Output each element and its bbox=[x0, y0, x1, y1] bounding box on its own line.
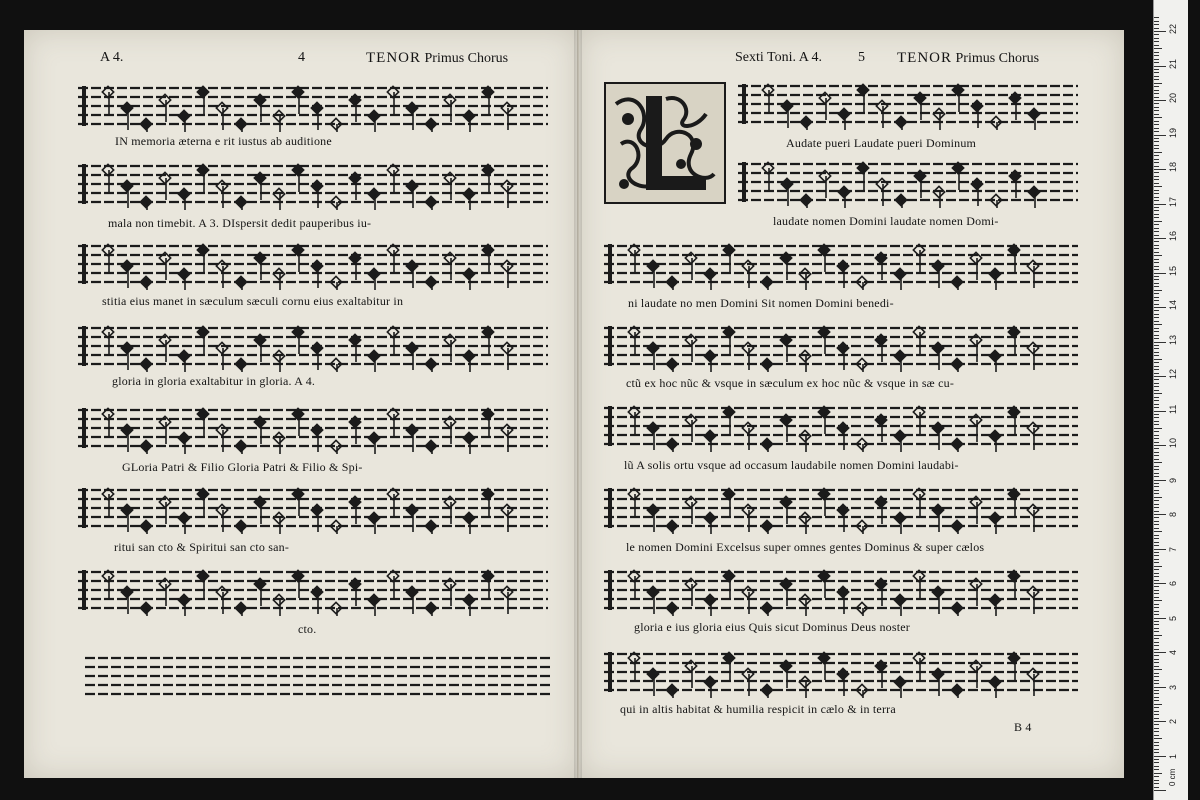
ruler-tick bbox=[1154, 697, 1159, 698]
ruler-tick bbox=[1154, 480, 1166, 481]
ruler-number: 12 bbox=[1168, 368, 1178, 379]
ruler-tick bbox=[1154, 724, 1159, 725]
ruler-tick bbox=[1154, 345, 1159, 346]
ruler-tick bbox=[1154, 780, 1159, 781]
ruler-tick bbox=[1154, 152, 1162, 153]
ruler-tick bbox=[1154, 476, 1159, 477]
ruler-tick bbox=[1154, 386, 1159, 387]
ruler-tick bbox=[1154, 745, 1159, 746]
ruler-tick bbox=[1154, 307, 1166, 308]
ruler-tick bbox=[1154, 742, 1159, 743]
ruler-tick bbox=[1154, 535, 1159, 536]
decorated-initial-l bbox=[604, 82, 726, 204]
ruler-tick bbox=[1154, 179, 1159, 180]
signature-mark: B 4 bbox=[1014, 720, 1032, 734]
ruler-tick bbox=[1154, 141, 1159, 142]
ruler-tick bbox=[1154, 721, 1166, 722]
ruler-tick bbox=[1154, 538, 1159, 539]
ruler-tick bbox=[1154, 128, 1159, 129]
ruler-tick bbox=[1154, 34, 1159, 35]
ruler-tick bbox=[1154, 452, 1159, 453]
ruler-number: 7 bbox=[1168, 546, 1178, 552]
ruler-tick bbox=[1154, 566, 1162, 567]
ruler-number: 11 bbox=[1168, 404, 1178, 414]
ruler-tick bbox=[1154, 424, 1159, 425]
ruler-number: 14 bbox=[1168, 299, 1178, 310]
ruler-tick bbox=[1154, 55, 1159, 56]
ruler-tick bbox=[1154, 276, 1159, 277]
ruler-tick bbox=[1154, 304, 1159, 305]
ruler-tick bbox=[1154, 511, 1159, 512]
ruler-tick bbox=[1154, 252, 1159, 253]
ruler-tick bbox=[1154, 117, 1162, 118]
ruler-tick bbox=[1154, 649, 1159, 650]
ruler-tick bbox=[1154, 186, 1162, 187]
ruler-tick bbox=[1154, 749, 1159, 750]
right-lyric-line: laudate nomen Domini laudate nomen Domi- bbox=[773, 214, 999, 228]
ruler-tick bbox=[1154, 662, 1159, 663]
ruler-tick bbox=[1154, 400, 1159, 401]
ruler-tick bbox=[1154, 100, 1166, 101]
music-staff bbox=[604, 484, 1078, 534]
ruler-tick bbox=[1154, 366, 1159, 367]
ruler-tick bbox=[1154, 131, 1159, 132]
ruler-tick bbox=[1154, 217, 1159, 218]
ruler-tick bbox=[1154, 421, 1159, 422]
ruler-tick bbox=[1154, 52, 1159, 53]
ruler-tick bbox=[1154, 766, 1159, 767]
ruler-tick bbox=[1154, 24, 1159, 25]
ruler-tick bbox=[1154, 135, 1166, 136]
ruler-tick bbox=[1154, 738, 1162, 739]
ruler-tick bbox=[1154, 176, 1159, 177]
ruler-tick bbox=[1154, 59, 1159, 60]
ruler-tick bbox=[1154, 576, 1159, 577]
ruler-tick bbox=[1154, 124, 1159, 125]
ruler-tick bbox=[1154, 266, 1159, 267]
ruler-tick bbox=[1154, 618, 1166, 619]
ruler-tick bbox=[1154, 83, 1162, 84]
foliage-ornament-icon bbox=[606, 84, 724, 202]
ruler-tick bbox=[1154, 528, 1159, 529]
ruler-tick bbox=[1154, 193, 1159, 194]
ruler-tick bbox=[1154, 448, 1159, 449]
ruler-tick bbox=[1154, 728, 1159, 729]
ruler-number: 10 bbox=[1168, 437, 1178, 448]
ruler-tick bbox=[1154, 783, 1159, 784]
ruler-tick bbox=[1154, 773, 1162, 774]
ruler-tick bbox=[1154, 700, 1159, 701]
left-header-mark: A 4. bbox=[100, 50, 124, 65]
ruler-tick bbox=[1154, 331, 1159, 332]
ruler-tick bbox=[1154, 286, 1159, 287]
ruler-number: 21 bbox=[1168, 58, 1178, 69]
ruler-tick bbox=[1154, 549, 1166, 550]
ruler-tick bbox=[1154, 107, 1159, 108]
ruler-tick bbox=[1154, 38, 1159, 39]
ruler-tick bbox=[1154, 45, 1159, 46]
music-staff bbox=[78, 160, 548, 210]
ruler-tick bbox=[1154, 714, 1159, 715]
ruler-tick bbox=[1154, 197, 1159, 198]
ruler-tick bbox=[1154, 338, 1159, 339]
music-staff bbox=[604, 322, 1078, 372]
ruler-tick bbox=[1154, 669, 1162, 670]
ruler-tick bbox=[1154, 48, 1162, 49]
ruler-tick bbox=[1154, 756, 1166, 757]
left-lyric-line: GLoria Patri & Filio Gloria Patri & Filio & Spi- bbox=[122, 460, 363, 474]
ruler-tick bbox=[1154, 121, 1159, 122]
ruler-tick bbox=[1154, 542, 1159, 543]
ruler-tick bbox=[1154, 445, 1166, 446]
ruler-tick bbox=[1154, 328, 1159, 329]
ruler-number: 15 bbox=[1168, 265, 1178, 276]
left-lyric-line: mala non timebit. A 3. DIspersit dedit pauperibus iu- bbox=[108, 216, 372, 230]
left-lyric-line: stitia eius manet in sæculum sæculi cornu eius exaltabitur in bbox=[102, 294, 404, 308]
music-staff bbox=[78, 240, 548, 290]
ruler-tick bbox=[1154, 162, 1159, 163]
ruler-tick bbox=[1154, 562, 1159, 563]
ruler-unit-label: 0 cm bbox=[1168, 768, 1177, 786]
ruler-tick bbox=[1154, 711, 1159, 712]
music-staff bbox=[738, 158, 1078, 208]
ruler-tick bbox=[1154, 483, 1159, 484]
ruler-tick bbox=[1154, 224, 1159, 225]
ruler-tick bbox=[1154, 683, 1159, 684]
ruler-tick bbox=[1154, 190, 1159, 191]
ruler-tick bbox=[1154, 524, 1159, 525]
ruler-tick bbox=[1154, 183, 1159, 184]
ruler-tick bbox=[1154, 690, 1159, 691]
music-staff bbox=[604, 566, 1078, 616]
ruler-tick bbox=[1154, 262, 1159, 263]
ruler-number: 9 bbox=[1168, 477, 1178, 483]
ruler-tick bbox=[1154, 673, 1159, 674]
ruler-tick bbox=[1154, 21, 1159, 22]
right-lyric-line: lũ A solis ortu vsque ad occasum laudabile nomen Domini laudabi- bbox=[624, 458, 959, 472]
ruler-tick bbox=[1154, 438, 1159, 439]
ruler-number: 8 bbox=[1168, 511, 1178, 517]
right-lyric-line: le nomen Domini Excelsus super omnes gentes Dominus & super cælos bbox=[626, 540, 985, 554]
ruler-tick bbox=[1154, 776, 1159, 777]
ruler-tick bbox=[1154, 72, 1159, 73]
ruler-tick bbox=[1154, 352, 1159, 353]
ruler-tick bbox=[1154, 638, 1159, 639]
ruler-tick bbox=[1154, 348, 1159, 349]
ruler-tick bbox=[1154, 379, 1159, 380]
right-lyric-line: Audate pueri Laudate pueri Dominum bbox=[786, 136, 977, 150]
left-lyric-line: cto. bbox=[298, 622, 317, 636]
ruler-tick bbox=[1154, 210, 1159, 211]
ruler-tick bbox=[1154, 214, 1159, 215]
ruler-tick bbox=[1154, 583, 1166, 584]
ruler-tick bbox=[1154, 431, 1159, 432]
ruler-tick bbox=[1154, 269, 1159, 270]
right-header-sub: Primus Chorus bbox=[955, 51, 1040, 66]
ruler-tick bbox=[1154, 86, 1159, 87]
ruler-tick bbox=[1154, 28, 1159, 29]
ruler-tick bbox=[1154, 590, 1159, 591]
ruler-tick bbox=[1154, 321, 1159, 322]
ruler-tick bbox=[1154, 631, 1159, 632]
ruler-tick bbox=[1154, 166, 1159, 167]
music-staff bbox=[738, 80, 1078, 130]
ruler-tick bbox=[1154, 259, 1159, 260]
music-staff bbox=[604, 240, 1078, 290]
ruler-tick bbox=[1154, 200, 1159, 201]
ruler-tick bbox=[1154, 310, 1159, 311]
ruler-tick bbox=[1154, 573, 1159, 574]
ruler-tick bbox=[1154, 731, 1159, 732]
ruler-tick bbox=[1154, 490, 1159, 491]
ruler-tick bbox=[1154, 569, 1159, 570]
ruler-tick bbox=[1154, 110, 1159, 111]
ruler-tick bbox=[1154, 297, 1159, 298]
ruler-tick bbox=[1154, 442, 1159, 443]
ruler-tick bbox=[1154, 707, 1159, 708]
ruler-tick bbox=[1154, 221, 1162, 222]
ruler-tick bbox=[1154, 359, 1162, 360]
ruler-tick bbox=[1154, 355, 1159, 356]
ruler-tick bbox=[1154, 652, 1166, 653]
ruler-tick bbox=[1154, 90, 1159, 91]
left-lyric-line: gloria in gloria exaltabitur in gloria. A 4. bbox=[112, 374, 316, 388]
ruler-tick bbox=[1154, 614, 1159, 615]
ruler-tick bbox=[1154, 324, 1162, 325]
ruler-tick bbox=[1154, 207, 1159, 208]
ruler-tick bbox=[1154, 659, 1159, 660]
ruler-tick bbox=[1154, 138, 1159, 139]
ruler-tick bbox=[1154, 235, 1159, 236]
music-staff bbox=[78, 404, 548, 454]
ruler-tick bbox=[1154, 624, 1159, 625]
ruler-tick bbox=[1154, 342, 1166, 343]
left-lyric-line: IN memoria æterna e rit iustus ab auditione bbox=[115, 134, 332, 148]
ruler-tick bbox=[1154, 155, 1159, 156]
ruler-tick bbox=[1154, 586, 1159, 587]
ruler-tick bbox=[1154, 687, 1166, 688]
ruler-tick bbox=[1154, 787, 1159, 788]
ruler-tick bbox=[1154, 559, 1159, 560]
ruler-tick bbox=[1154, 373, 1159, 374]
ruler-tick bbox=[1154, 76, 1159, 77]
ruler-tick bbox=[1154, 290, 1162, 291]
ruler-tick bbox=[1154, 507, 1159, 508]
ruler-tick bbox=[1154, 414, 1159, 415]
ruler-tick bbox=[1154, 362, 1159, 363]
ruler-number: 19 bbox=[1168, 127, 1178, 138]
ruler-tick bbox=[1154, 466, 1159, 467]
ruler-tick bbox=[1154, 580, 1159, 581]
ruler-tick bbox=[1154, 148, 1159, 149]
ruler-tick bbox=[1154, 611, 1159, 612]
ruler-tick bbox=[1154, 655, 1159, 656]
music-staff bbox=[604, 648, 1078, 698]
ruler-tick bbox=[1154, 473, 1159, 474]
music-staff bbox=[604, 402, 1078, 452]
ruler-number: 22 bbox=[1168, 23, 1178, 34]
ruler-tick bbox=[1154, 500, 1159, 501]
ruler-tick bbox=[1154, 790, 1166, 791]
ruler-tick bbox=[1154, 735, 1159, 736]
left-lyric-line: ritui san cto & Spiritui san cto san- bbox=[114, 540, 290, 554]
ruler-number: 16 bbox=[1168, 230, 1178, 241]
ruler-tick bbox=[1154, 531, 1162, 532]
ruler-tick bbox=[1154, 248, 1159, 249]
right-page-number: 5 bbox=[858, 50, 865, 65]
ruler-tick bbox=[1154, 300, 1159, 301]
ruler-number: 20 bbox=[1168, 92, 1178, 103]
ruler-tick bbox=[1154, 680, 1159, 681]
right-header-mark: Sexti Toni. A 4. bbox=[735, 50, 823, 65]
ruler-tick bbox=[1154, 459, 1159, 460]
right-lyric-line: gloria e ius gloria eius Quis sicut Dominus Deus noster bbox=[634, 620, 910, 634]
music-staff bbox=[85, 652, 550, 702]
ruler-tick bbox=[1154, 407, 1159, 408]
ruler-tick bbox=[1154, 393, 1162, 394]
ruler-tick bbox=[1154, 404, 1159, 405]
ruler-tick bbox=[1154, 228, 1159, 229]
music-staff bbox=[78, 322, 548, 372]
ruler-tick bbox=[1154, 628, 1159, 629]
ruler-tick bbox=[1154, 317, 1159, 318]
ruler-tick bbox=[1154, 103, 1159, 104]
right-header bbox=[897, 50, 1039, 67]
ruler-number: 18 bbox=[1168, 161, 1178, 172]
ruler-tick bbox=[1154, 435, 1159, 436]
ruler-number: 1 bbox=[1168, 753, 1178, 759]
right-header-title: TENOR bbox=[897, 50, 952, 66]
ruler-tick bbox=[1154, 79, 1159, 80]
ruler-number: 6 bbox=[1168, 580, 1178, 586]
ruler-tick bbox=[1154, 604, 1159, 605]
ruler-tick bbox=[1154, 462, 1162, 463]
ruler-tick bbox=[1154, 621, 1159, 622]
ruler-tick bbox=[1154, 504, 1159, 505]
ruler-tick bbox=[1154, 486, 1159, 487]
ruler-tick bbox=[1154, 411, 1166, 412]
ruler-number: 2 bbox=[1168, 718, 1178, 724]
ruler-tick bbox=[1154, 172, 1159, 173]
ruler-tick bbox=[1154, 238, 1166, 239]
ruler-tick bbox=[1154, 169, 1166, 170]
ruler-tick bbox=[1154, 455, 1159, 456]
ruler-tick bbox=[1154, 428, 1162, 429]
ruler-tick bbox=[1154, 497, 1162, 498]
ruler-tick bbox=[1154, 555, 1159, 556]
ruler-tick bbox=[1154, 273, 1166, 274]
measurement-ruler bbox=[1153, 0, 1188, 800]
ruler-tick bbox=[1154, 517, 1159, 518]
book-gutter bbox=[574, 30, 582, 778]
right-lyric-line: qui in altis habitat & humilia respicit in cælo & in terra bbox=[620, 702, 896, 716]
ruler-tick bbox=[1154, 635, 1162, 636]
ruler-tick bbox=[1154, 283, 1159, 284]
right-lyric-line: ctũ ex hoc nũc & vsque in sæculum ex hoc nũc & vsque in sæ cu- bbox=[626, 376, 955, 390]
ruler-tick bbox=[1154, 383, 1159, 384]
ruler-tick bbox=[1154, 552, 1159, 553]
ruler-number: 4 bbox=[1168, 649, 1178, 655]
ruler-tick bbox=[1154, 17, 1159, 18]
ruler-tick bbox=[1154, 597, 1159, 598]
ruler-tick bbox=[1154, 545, 1159, 546]
left-page-number: 4 bbox=[298, 50, 305, 65]
ruler-tick bbox=[1154, 314, 1159, 315]
ruler-tick bbox=[1154, 676, 1159, 677]
ruler-tick bbox=[1154, 666, 1159, 667]
left-header bbox=[366, 50, 508, 67]
ruler-tick bbox=[1154, 31, 1166, 32]
music-staff bbox=[78, 484, 548, 534]
ruler-tick bbox=[1154, 397, 1159, 398]
ruler-tick bbox=[1154, 93, 1159, 94]
ruler-tick bbox=[1154, 607, 1159, 608]
ruler-tick bbox=[1154, 762, 1159, 763]
ruler-tick bbox=[1154, 376, 1166, 377]
ruler-tick bbox=[1154, 114, 1159, 115]
ruler-tick bbox=[1154, 521, 1159, 522]
left-header-title: TENOR bbox=[366, 50, 421, 66]
ruler-tick bbox=[1154, 593, 1159, 594]
ruler-tick bbox=[1154, 417, 1159, 418]
ruler-tick bbox=[1154, 255, 1162, 256]
ruler-tick bbox=[1154, 769, 1159, 770]
ruler-tick bbox=[1154, 645, 1159, 646]
ruler-tick bbox=[1154, 693, 1159, 694]
ruler-number: 17 bbox=[1168, 196, 1178, 207]
ruler-tick bbox=[1154, 62, 1159, 63]
ruler-tick bbox=[1154, 514, 1166, 515]
left-header-sub: Primus Chorus bbox=[424, 51, 509, 66]
ruler-number: 3 bbox=[1168, 684, 1178, 690]
ruler-tick bbox=[1154, 293, 1159, 294]
ruler-tick bbox=[1154, 66, 1166, 67]
ruler-tick bbox=[1154, 642, 1159, 643]
ruler-tick bbox=[1154, 369, 1159, 370]
ruler-tick bbox=[1154, 752, 1159, 753]
ruler-tick bbox=[1154, 600, 1162, 601]
ruler-tick bbox=[1154, 279, 1159, 280]
ruler-tick bbox=[1154, 204, 1166, 205]
music-staff bbox=[78, 566, 548, 616]
ruler-tick bbox=[1154, 493, 1159, 494]
ruler-tick bbox=[1154, 231, 1159, 232]
ruler-tick bbox=[1154, 159, 1159, 160]
right-lyric-line: ni laudate no men Domini Sit nomen Domini benedi- bbox=[628, 296, 894, 310]
music-staff bbox=[78, 82, 548, 132]
ruler-tick bbox=[1154, 41, 1159, 42]
ruler-tick bbox=[1154, 718, 1159, 719]
ruler-tick bbox=[1154, 390, 1159, 391]
ruler-tick bbox=[1154, 145, 1159, 146]
ruler-tick bbox=[1154, 335, 1159, 336]
ruler-tick bbox=[1154, 759, 1159, 760]
ruler-number: 13 bbox=[1168, 334, 1178, 345]
ruler-tick bbox=[1154, 241, 1159, 242]
ruler-tick bbox=[1154, 469, 1159, 470]
ruler-tick bbox=[1154, 704, 1162, 705]
ruler-tick bbox=[1154, 245, 1159, 246]
ruler-tick bbox=[1154, 69, 1159, 70]
ruler-number: 5 bbox=[1168, 615, 1178, 621]
ruler-tick bbox=[1154, 97, 1159, 98]
